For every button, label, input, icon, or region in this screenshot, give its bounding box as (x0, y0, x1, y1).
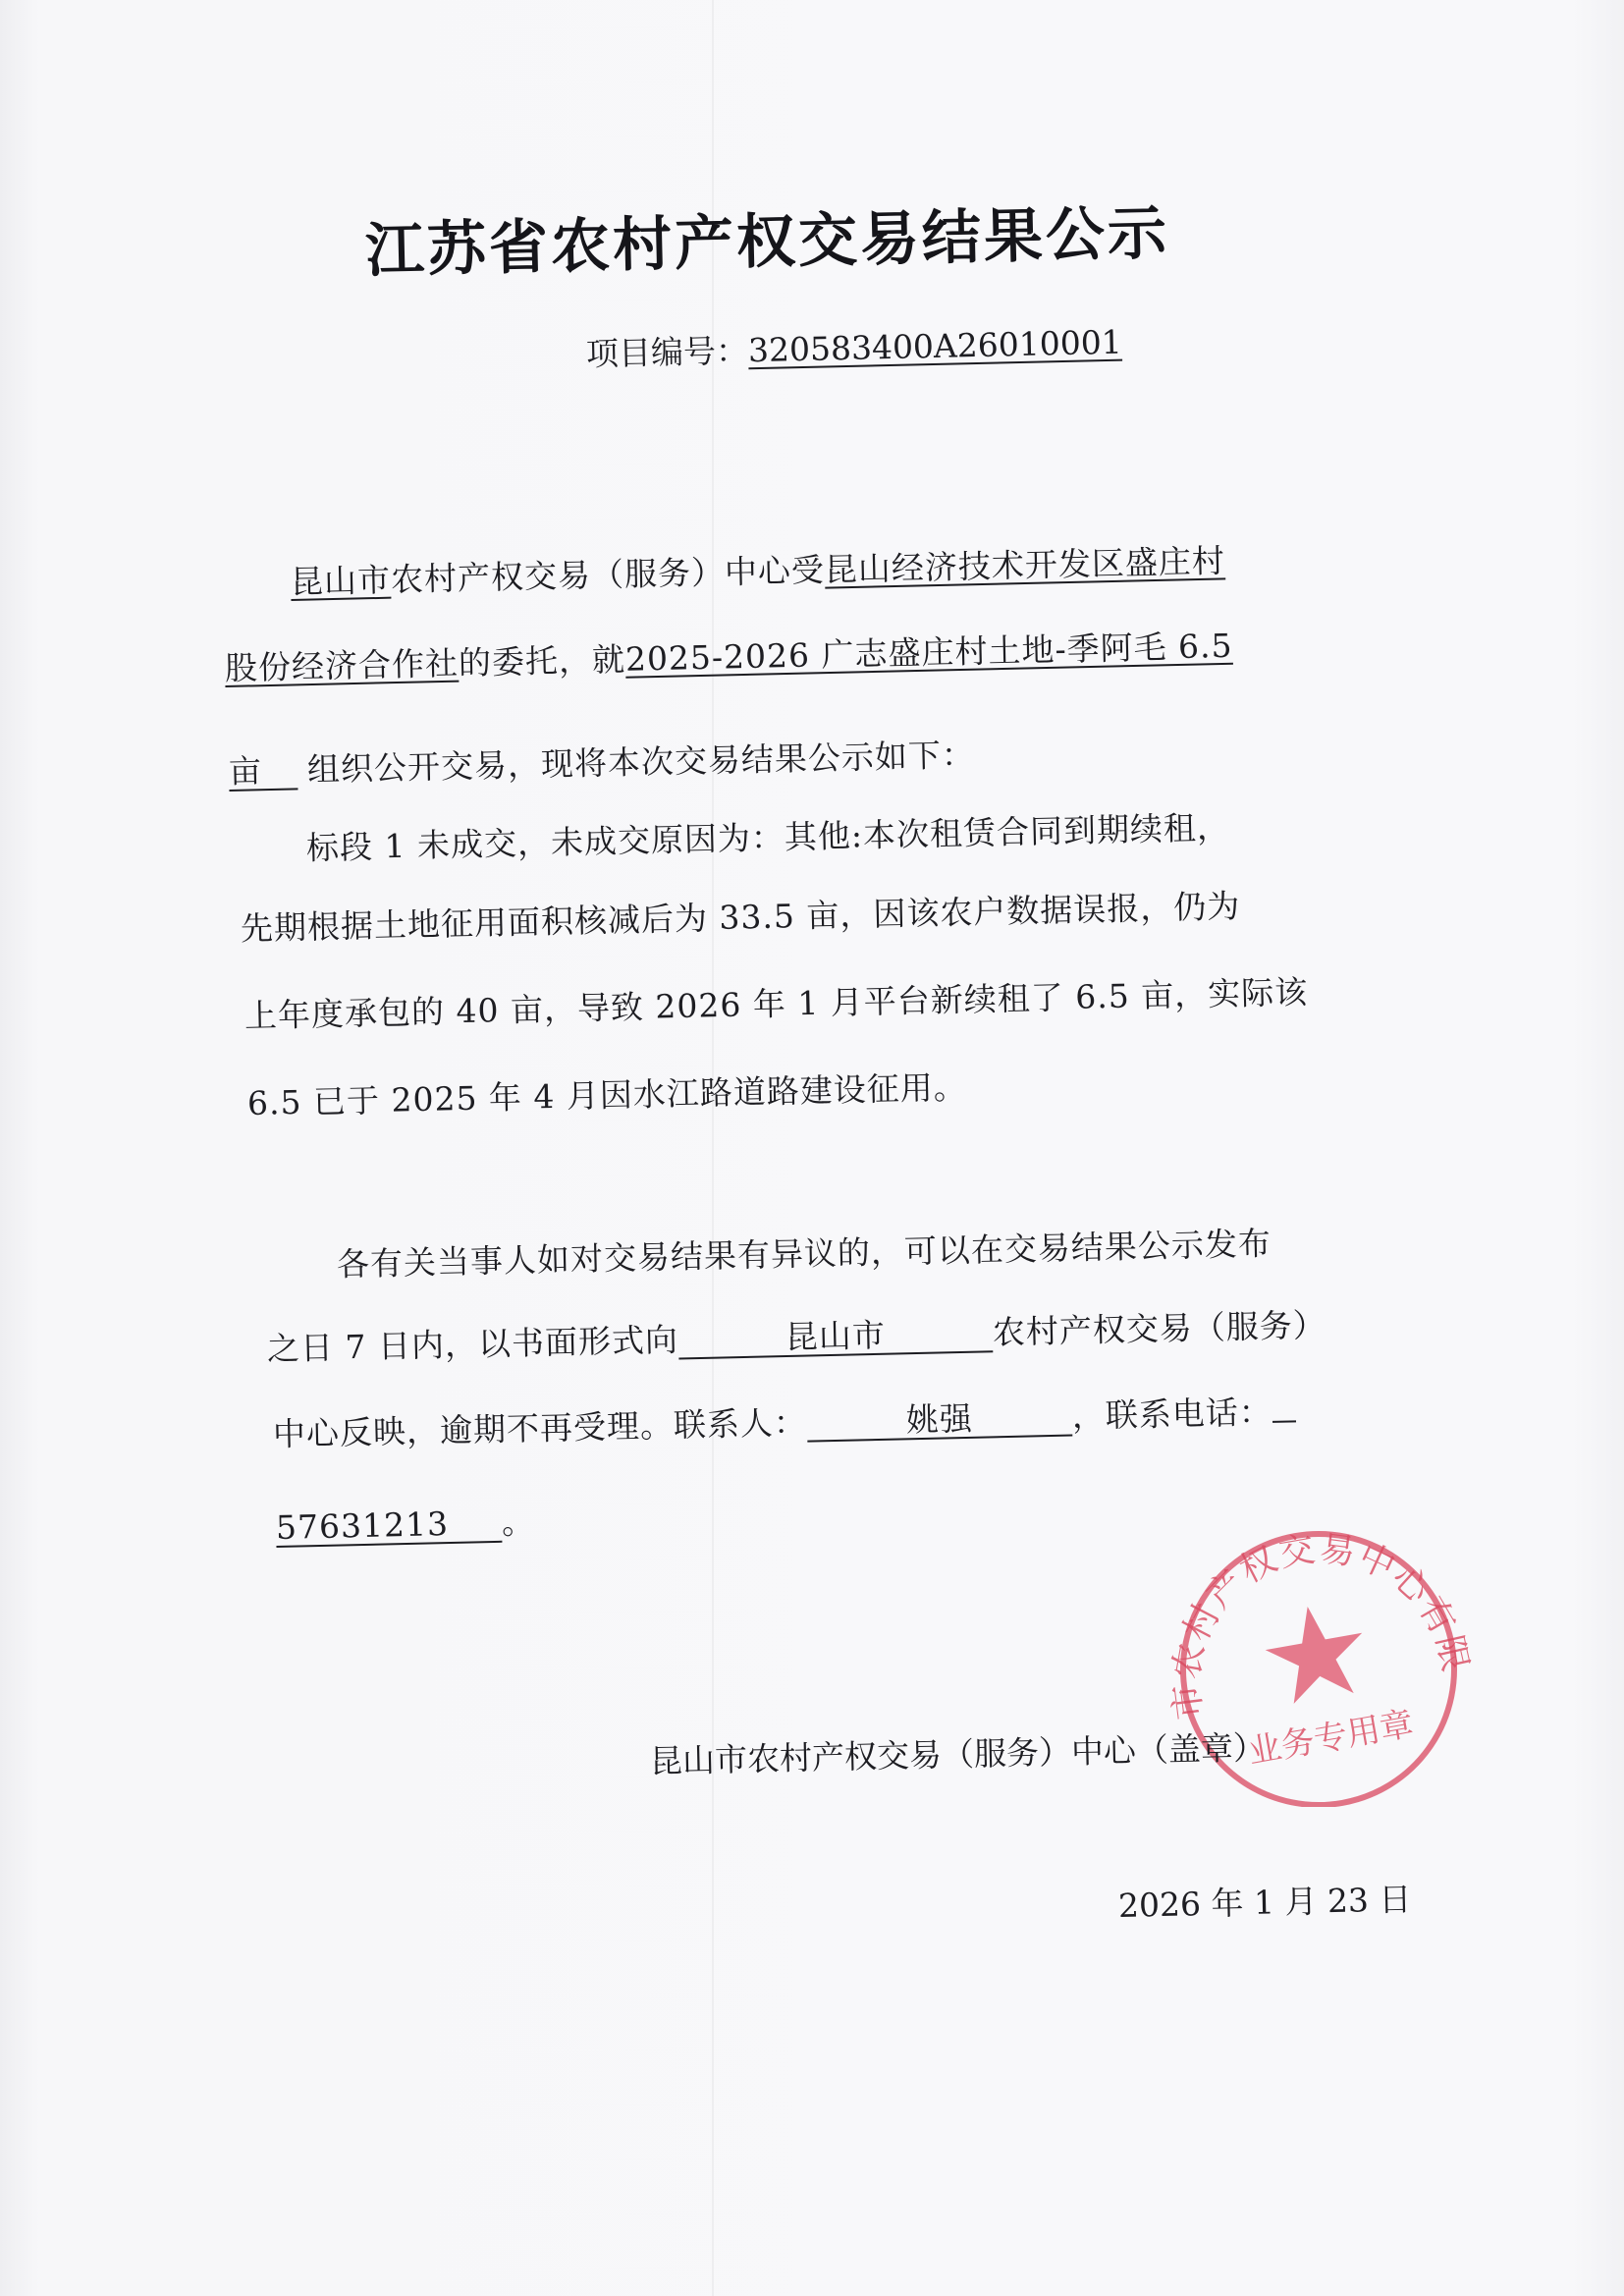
client-name-cont: 股份经济合作社 (224, 643, 460, 687)
text: 农村产权交易（服务） (992, 1305, 1327, 1352)
city-name: 昆山市 (290, 560, 392, 601)
text: 中心反映，逾期不再受理。联系人： (272, 1402, 808, 1453)
text: 组织公开交易，现将本次交易结果公示如下： (306, 735, 976, 790)
text: 农村产权交易（服务）中心受 (390, 550, 826, 599)
document-title: 江苏省农村产权交易结果公示 (364, 198, 1170, 286)
paragraph3-line1: 各有关当事人如对交易结果有异议的，可以在交易结果公示发布 (336, 1224, 1272, 1284)
paragraph3-line2 (266, 1300, 1326, 1370)
client-name: 昆山经济技术开发区盛庄村 (824, 541, 1226, 589)
text: ，联系电话： (1071, 1392, 1273, 1436)
phone-blank-start (1272, 1420, 1296, 1423)
paragraph3-line4 (275, 1497, 535, 1549)
project-number-line (585, 317, 1122, 375)
text: 之日 7 日内，以书面形式向 (266, 1320, 679, 1368)
star-icon (1259, 1598, 1372, 1707)
text: 。 (501, 1503, 536, 1542)
paragraph2-line3: 上年度承包的 40 亩，导致 2026 年 1 月平台新续租了 6.5 亩，实际该 (244, 972, 1309, 1035)
paragraph2-line1: 标段 1 未成交，未成交原因为：其他:本次租赁合同到期续租， (305, 807, 1231, 867)
seal-ring-text: 昆山市农村产权交易中心有限公司 (1165, 1528, 1476, 1722)
project-name-cont: 亩 (229, 752, 298, 792)
text: 的委托，就 (458, 639, 626, 683)
issuing-organization: 昆山市农村产权交易（服务）中心（盖章） (649, 1727, 1267, 1780)
paragraph2-line2: 先期根据土地征用面积核减后为 33.5 亩，因该农户数据误报，仍为 (240, 886, 1241, 948)
project-number-label: 项目编号： (585, 331, 749, 373)
paragraph1-line1 (290, 535, 1225, 603)
seal-inner-text: 业务专用章 (1245, 1704, 1417, 1773)
svg-text:昆山市农村产权交易中心有限公司 (1127, 1512, 1476, 1733)
paragraph3-line3 (272, 1386, 1296, 1455)
contact-person: 姚强 (807, 1399, 1073, 1443)
paragraph1-line3 (228, 730, 975, 793)
contact-phone: 57631213 (276, 1505, 503, 1549)
paragraph1-line2 (224, 621, 1233, 689)
project-number: 320583400A26010001 (747, 322, 1123, 370)
project-name: 2025-2026 广志盛庄村土地-季阿毛 6.5 (624, 626, 1233, 679)
paragraph2-line4: 6.5 已于 2025 年 4 月因水江路道路建设征用。 (246, 1067, 968, 1122)
city-blank: 昆山市 (678, 1315, 994, 1360)
issue-date: 2026 年 1 月 23 日 (1117, 1880, 1412, 1925)
